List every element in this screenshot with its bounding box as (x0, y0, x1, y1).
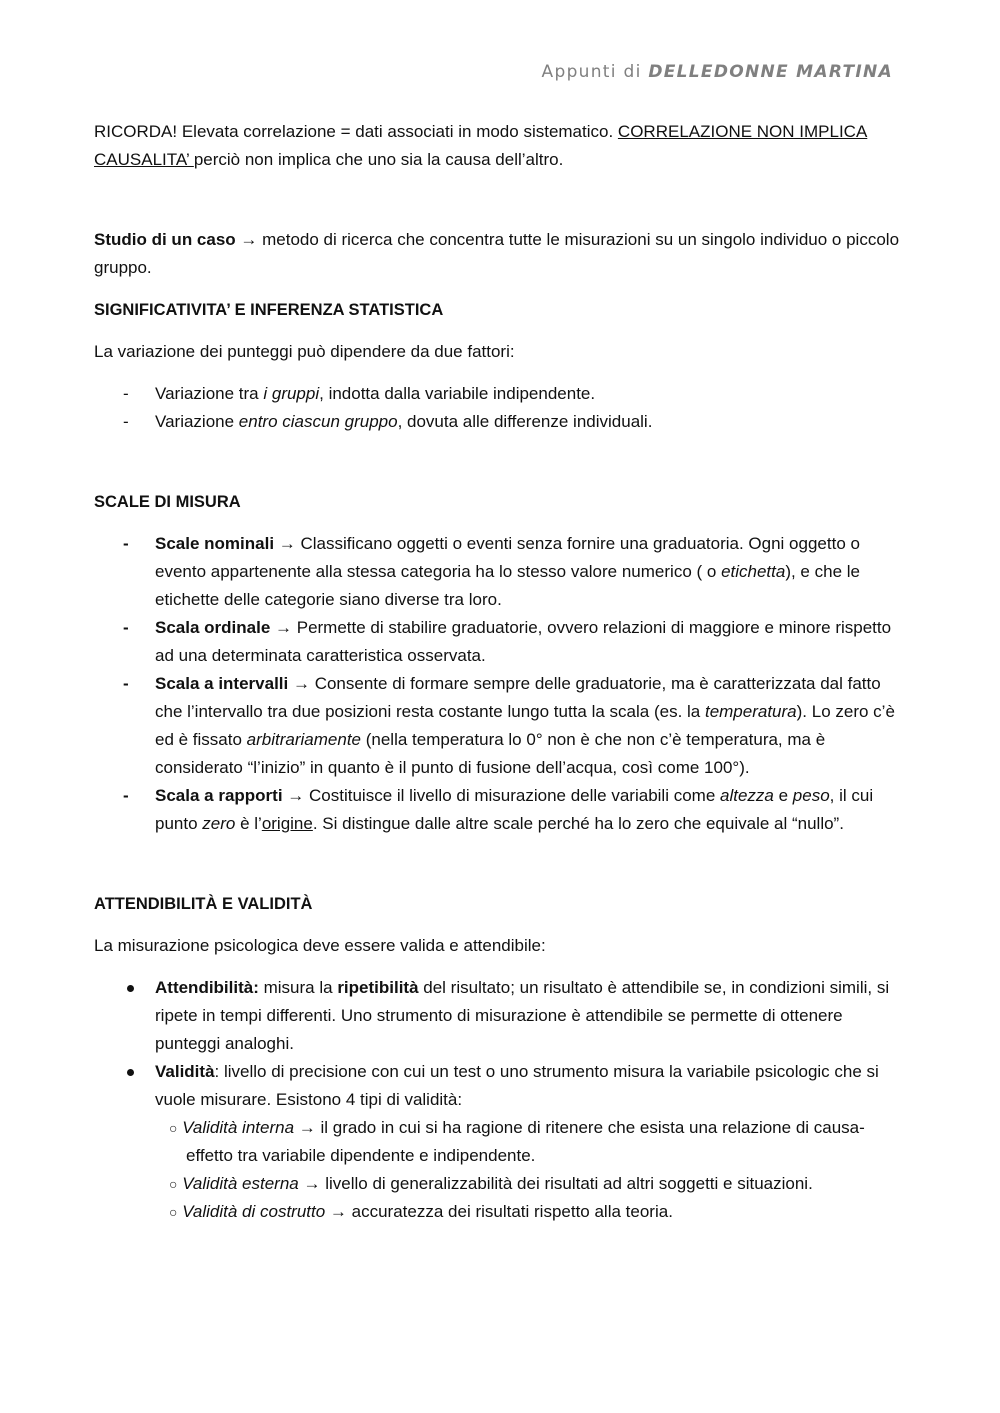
page-header (542, 62, 893, 82)
studio-paragraph (94, 226, 900, 282)
circle-bullet-icon: ○ (169, 1204, 178, 1220)
sub-text: → accuratezza dei risultati rispetto alla teoria. (325, 1202, 673, 1221)
scale-text: e (773, 786, 793, 805)
list-item (94, 380, 900, 408)
scale-emphasis: peso (792, 786, 830, 805)
item-emphasis: i gruppi (263, 384, 320, 403)
scale-heading: SCALE DI MISURA (94, 493, 241, 511)
scale-emphasis: altezza (720, 786, 774, 805)
sub-text: → il grado in cui si ha ragione di ritenere che esista una relazione di causa-effetto tra variabile dipendente e indipendente. (186, 1118, 865, 1165)
attendibilita-heading: ATTENDIBILITÀ E VALIDITÀ (94, 895, 313, 913)
studio-term: Studio di un caso (94, 230, 236, 249)
scale-term: Scala a rapporti (155, 786, 283, 805)
scale-intervalli-item (94, 670, 900, 782)
scale-text: (nella temperatura lo 0° non è che non c’è temperatura, ma è considerato “l’inizio” in quanto è il punto di fusione dell’acqua, così come 100°). (155, 730, 826, 777)
scale-term: Scale nominali (155, 534, 275, 553)
ricorda-text-end: perciò non implica che uno sia la causa dell’altro. (193, 150, 564, 169)
attendibilita-item (94, 974, 900, 1058)
scale-text: è l’ (235, 814, 262, 833)
scale-underlined: origine (261, 814, 313, 833)
scale-term: Scala ordinale (155, 618, 271, 637)
scale-emphasis: arbitrariamente (246, 730, 361, 749)
item-emphasis: entro ciascun gruppo (238, 412, 398, 431)
ricorda-paragraph (94, 118, 900, 174)
validita-interna-item (94, 1114, 900, 1170)
sub-term: Validità esterna (182, 1174, 299, 1193)
scale-nominali-item (94, 530, 900, 614)
document-content (94, 118, 900, 1226)
significativita-list (94, 380, 900, 436)
scale-text: → Consente di formare sempre delle graduatorie, ma è caratterizzata dal fatto che l’intervallo tra due posizioni resta costante lungo tutta la scala (es. la (155, 674, 881, 721)
item-text: , indotta dalla variabile indipendente. (319, 384, 596, 403)
ricorda-underlined: CORRELAZIONE NON IMPLICA CAUSALITA’ (94, 122, 868, 169)
circle-bullet-icon: ○ (169, 1120, 178, 1136)
sub-term: Validità interna (182, 1118, 295, 1137)
val-term: Validità (155, 1062, 215, 1081)
scale-text: . Si distingue dalle altre scale perché ha lo zero che equivale al “nullo”. (312, 814, 844, 833)
scale-text: → Classificano oggetti o eventi senza fornire una graduatoria. Ogni oggetto o evento appartenente alla stessa categoria ha lo stesso valore numerico ( o (155, 534, 860, 581)
validita-item (94, 1058, 900, 1114)
sub-term: Validità di costrutto (182, 1202, 326, 1221)
ricorda-text: RICORDA! Elevata correlazione = dati associati in modo sistematico. (94, 122, 618, 141)
att-bold: ripetibilità (337, 978, 419, 997)
att-text: misura la (258, 978, 338, 997)
scale-rapporti-item (94, 782, 900, 838)
significativita-heading: SIGNIFICATIVITA’ E INFERENZA STATISTICA (94, 301, 444, 319)
header-author: DELLEDONNE MARTINA (648, 62, 893, 82)
validita-esterna-item (94, 1170, 900, 1198)
scale-text: ), e che le etichette delle categorie siano diverse tra loro. (155, 562, 860, 609)
scale-emphasis: etichetta (721, 562, 786, 581)
scale-text: , il cui punto (155, 786, 874, 833)
list-item (94, 408, 900, 436)
studio-definition: → metodo di ricerca che concentra tutte le misurazioni su un singolo individuo o piccolo gruppo. (94, 230, 900, 277)
item-text: Variazione (155, 412, 239, 431)
scale-list (94, 530, 900, 838)
scale-emphasis: temperatura (704, 702, 797, 721)
item-text: Variazione tra (155, 384, 264, 403)
scale-text: → Costituisce il livello di misurazione delle variabili come (282, 786, 721, 805)
attendibilita-intro: La misurazione psicologica deve essere valida e attendibile: (94, 936, 546, 955)
sub-text: → livello di generalizzabilità dei risultati ad altri soggetti e situazioni. (298, 1174, 813, 1193)
attendibilita-list (94, 974, 900, 1114)
item-text: , dovuta alle differenze individuali. (397, 412, 653, 431)
scale-text: → Permette di stabilire graduatorie, ovvero relazioni di maggiore e minore rispetto ad una determinata caratteristica osservata. (155, 618, 892, 665)
scale-ordinale-item (94, 614, 900, 670)
scale-term: Scala a intervalli (155, 674, 289, 693)
circle-bullet-icon: ○ (169, 1176, 178, 1192)
validita-sublist (94, 1114, 900, 1226)
val-text: : livello di precisione con cui un test o uno strumento misura la variabile psicologic che si vuole misurare. Esistono 4 tipi di validità: (155, 1062, 879, 1109)
scale-text: ). Lo zero c’è ed è fissato (155, 702, 895, 749)
att-term: Attendibilità: (155, 978, 259, 997)
att-text: del risultato; un risultato è attendibile se, in condizioni simili, si ripete in tempi differenti. Uno strumento di misurazione è attendibile se permette di ottenere punteggi analoghi. (155, 978, 890, 1053)
significativita-intro: La variazione dei punteggi può dipendere da due fattori: (94, 342, 515, 361)
scale-emphasis: zero (202, 814, 236, 833)
header-prefix: Appunti di (541, 62, 649, 82)
validita-costrutto-item (94, 1198, 900, 1226)
